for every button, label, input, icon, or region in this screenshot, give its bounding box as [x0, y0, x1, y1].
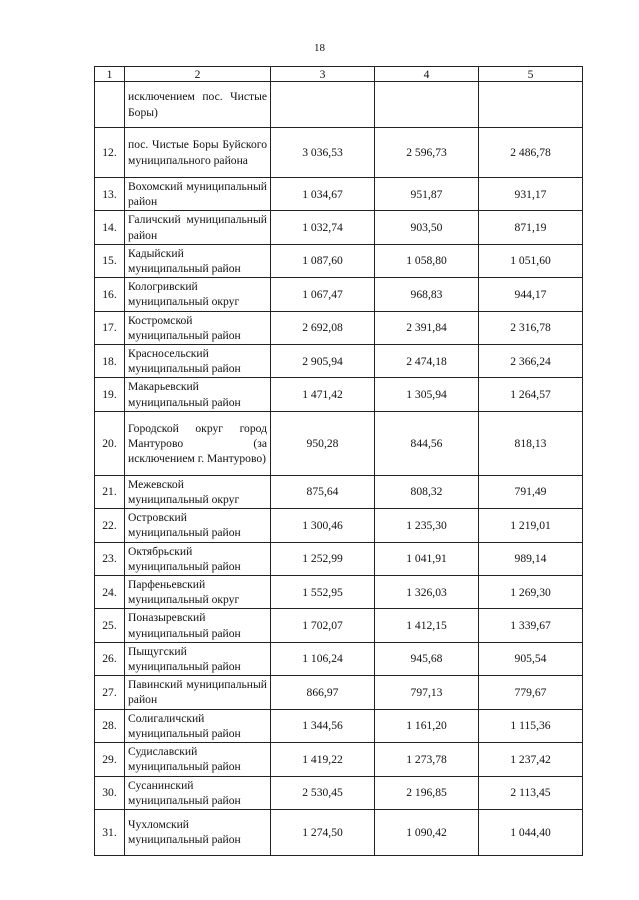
municipality-name: Галичский муниципальный район [125, 211, 271, 244]
value-column-4: 2 196,85 [375, 776, 479, 809]
data-table [94, 66, 583, 856]
value-column-4: 1 273,78 [375, 743, 479, 776]
table-row [95, 743, 583, 776]
value-column-5: 931,17 [479, 178, 583, 211]
table-row [95, 411, 583, 475]
municipality-name: пос. Чистые Боры Буйского муниципального района [125, 128, 271, 178]
value-column-3: 1 471,42 [271, 378, 375, 411]
row-number: 14. [95, 211, 125, 244]
municipality-name: Кадыйский муниципальный район [125, 244, 271, 277]
value-column-3: 866,97 [271, 676, 375, 709]
column-header: 4 [375, 67, 479, 82]
value-column-3: 1 087,60 [271, 244, 375, 277]
value-column-5: 2 316,78 [479, 311, 583, 344]
table-row [95, 128, 583, 178]
municipality-name: Солигаличский муниципальный район [125, 709, 271, 742]
table-row [95, 311, 583, 344]
row-number: 13. [95, 178, 125, 211]
page-number: 18 [314, 42, 325, 54]
value-column-4 [375, 82, 479, 128]
row-number: 19. [95, 378, 125, 411]
table-row [95, 776, 583, 809]
table-row [95, 809, 583, 855]
table-row [95, 475, 583, 508]
value-column-4: 808,32 [375, 475, 479, 508]
row-number: 15. [95, 244, 125, 277]
value-column-5: 944,17 [479, 278, 583, 311]
value-column-4: 1 412,15 [375, 609, 479, 642]
row-number: 30. [95, 776, 125, 809]
municipality-name: Костромской муниципальный район [125, 311, 271, 344]
row-number: 31. [95, 809, 125, 855]
municipality-name: Вохомский муниципальный район [125, 178, 271, 211]
municipality-name: Островский муниципальный район [125, 509, 271, 542]
row-number: 26. [95, 642, 125, 675]
value-column-3: 1 702,07 [271, 609, 375, 642]
municipality-name: Судиславский муниципальный район [125, 743, 271, 776]
table-row [95, 345, 583, 378]
value-column-3: 1 552,95 [271, 576, 375, 609]
column-number-row [95, 67, 583, 82]
row-number: 25. [95, 609, 125, 642]
row-number: 16. [95, 278, 125, 311]
value-column-5: 1 115,36 [479, 709, 583, 742]
value-column-4: 2 596,73 [375, 128, 479, 178]
row-number [95, 82, 125, 128]
municipality-name: Сусанинский муниципальный район [125, 776, 271, 809]
value-column-4: 1 058,80 [375, 244, 479, 277]
table-row [95, 278, 583, 311]
value-column-3: 2 692,08 [271, 311, 375, 344]
value-column-3: 1 300,46 [271, 509, 375, 542]
row-number: 22. [95, 509, 125, 542]
value-column-4: 797,13 [375, 676, 479, 709]
table-row [95, 642, 583, 675]
value-column-4: 1 326,03 [375, 576, 479, 609]
value-column-4: 2 474,18 [375, 345, 479, 378]
value-column-4: 1 161,20 [375, 709, 479, 742]
row-number: 17. [95, 311, 125, 344]
column-header: 1 [95, 67, 125, 82]
municipality-name: Городской округ город Мантурово (за исключением г. Мантурово) [125, 411, 271, 475]
value-column-4: 968,83 [375, 278, 479, 311]
municipality-name: Павинский муниципальный район [125, 676, 271, 709]
value-column-5: 1 219,01 [479, 509, 583, 542]
value-column-4: 1 041,91 [375, 542, 479, 575]
value-column-4: 903,50 [375, 211, 479, 244]
table-row [95, 244, 583, 277]
row-number: 24. [95, 576, 125, 609]
row-number: 18. [95, 345, 125, 378]
municipality-name: Пыщугский муниципальный район [125, 642, 271, 675]
value-column-3: 1 067,47 [271, 278, 375, 311]
value-column-4: 844,56 [375, 411, 479, 475]
value-column-4: 945,68 [375, 642, 479, 675]
row-number: 12. [95, 128, 125, 178]
municipality-name: Красносельский муниципальный район [125, 345, 271, 378]
value-column-3: 1 252,99 [271, 542, 375, 575]
value-column-5: 1 044,40 [479, 809, 583, 855]
row-number: 23. [95, 542, 125, 575]
table-row [95, 576, 583, 609]
row-number: 21. [95, 475, 125, 508]
municipality-name: исключением пос. Чистые Боры) [125, 82, 271, 128]
municipality-name: Поназыревский муниципальный район [125, 609, 271, 642]
table-row [95, 509, 583, 542]
table-body [95, 82, 583, 856]
value-column-3: 3 036,53 [271, 128, 375, 178]
value-column-3: 1 034,67 [271, 178, 375, 211]
table-row [95, 378, 583, 411]
table-row [95, 609, 583, 642]
value-column-3: 2 530,45 [271, 776, 375, 809]
column-header: 2 [125, 67, 271, 82]
municipality-name: Октябрьский муниципальный район [125, 542, 271, 575]
value-column-5: 989,14 [479, 542, 583, 575]
table-row [95, 178, 583, 211]
value-column-3: 950,28 [271, 411, 375, 475]
municipality-name: Кологривский муниципальный округ [125, 278, 271, 311]
municipality-name: Межевской муниципальный округ [125, 475, 271, 508]
table-row [95, 542, 583, 575]
value-column-5: 791,49 [479, 475, 583, 508]
row-number: 29. [95, 743, 125, 776]
value-column-5 [479, 82, 583, 128]
municipality-name: Парфеньевский муниципальный округ [125, 576, 271, 609]
value-column-5: 2 113,45 [479, 776, 583, 809]
value-column-5: 779,67 [479, 676, 583, 709]
value-column-5: 1 339,67 [479, 609, 583, 642]
value-column-5: 818,13 [479, 411, 583, 475]
value-column-5: 1 269,30 [479, 576, 583, 609]
value-column-3: 1 344,56 [271, 709, 375, 742]
value-column-5: 1 264,57 [479, 378, 583, 411]
value-column-5: 2 486,78 [479, 128, 583, 178]
value-column-5: 1 237,42 [479, 743, 583, 776]
municipality-name: Чухломский муниципальный район [125, 809, 271, 855]
value-column-3: 875,64 [271, 475, 375, 508]
value-column-4: 1 090,42 [375, 809, 479, 855]
value-column-3: 1 032,74 [271, 211, 375, 244]
value-column-3 [271, 82, 375, 128]
table-row [95, 211, 583, 244]
value-column-4: 1 305,94 [375, 378, 479, 411]
value-column-3: 1 106,24 [271, 642, 375, 675]
row-number: 28. [95, 709, 125, 742]
value-column-4: 2 391,84 [375, 311, 479, 344]
value-column-5: 2 366,24 [479, 345, 583, 378]
row-number: 20. [95, 411, 125, 475]
row-number: 27. [95, 676, 125, 709]
table-row [95, 676, 583, 709]
value-column-3: 2 905,94 [271, 345, 375, 378]
value-column-4: 1 235,30 [375, 509, 479, 542]
value-column-5: 1 051,60 [479, 244, 583, 277]
value-column-5: 905,54 [479, 642, 583, 675]
value-column-5: 871,19 [479, 211, 583, 244]
column-header: 5 [479, 67, 583, 82]
value-column-3: 1 274,50 [271, 809, 375, 855]
municipality-name: Макарьевский муниципальный район [125, 378, 271, 411]
value-column-4: 951,87 [375, 178, 479, 211]
table-row [95, 82, 583, 128]
column-header: 3 [271, 67, 375, 82]
value-column-3: 1 419,22 [271, 743, 375, 776]
table-row [95, 709, 583, 742]
